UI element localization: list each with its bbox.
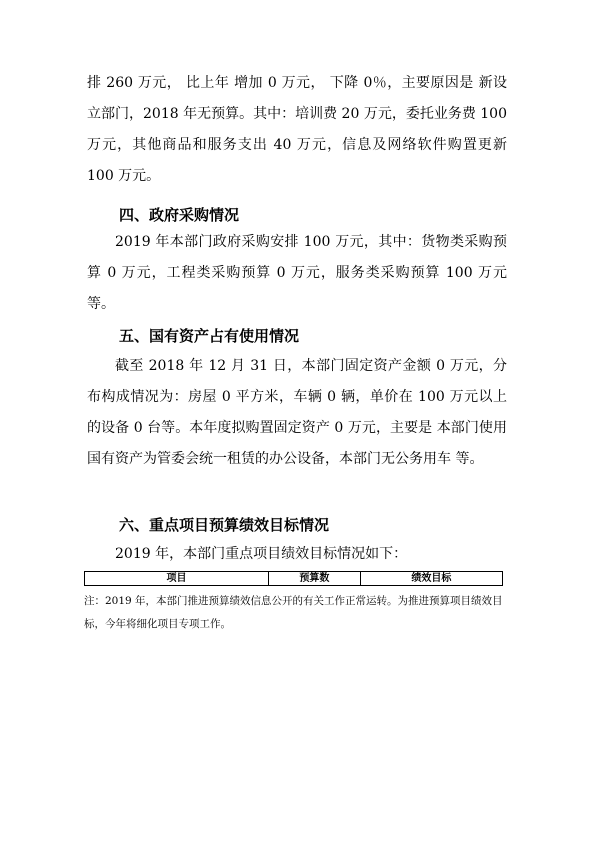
- heading-performance-goals: 六、重点项目预算绩效目标情况: [119, 516, 330, 534]
- heading-state-assets: 五、国有资产占有使用情况: [119, 327, 300, 345]
- paragraph-budget-summary: 排 260 万元， 比上年 增加 0 万元， 下降 0％，主要原因是 新设立部门，2018 年无预算。其中：培训费 20 万元，委托业务费 100 万元，其他商品和服务支出 40 万元，信息及网络软件购置更新 100 万元。: [87, 75, 507, 184]
- column-header-budget: 预算数: [268, 572, 360, 586]
- paragraph-assets: 截至 2018 年 12 月 31 日，本部门固定资产金额 0 万元，分布构成情况为：房屋 0 平方米，车辆 0 辆，单价在 100 万元以上的设备 0 台等。本年度拟购置固定资产 0 万元，主要是 本部门使用国有资产为管委会统一租赁的办公设备，本部门无公务用车 等。: [87, 358, 507, 467]
- heading-government-procurement: 四、政府采购情况: [119, 206, 240, 224]
- column-header-project: 项目: [85, 572, 269, 586]
- performance-goals-table: [84, 571, 503, 586]
- paragraph-performance-intro: 2019 年，本部门重点项目绩效目标情况如下：: [115, 546, 408, 562]
- footnote: 注：2019 年，本部门推进预算绩效信息公开的有关工作正常运转。为推进预算项目绩效目标，今年将细化项目专项工作。: [84, 595, 503, 630]
- table-header-row: [85, 572, 503, 586]
- column-header-goal: 绩效目标: [360, 572, 502, 586]
- paragraph-procurement: 2019 年本部门政府采购安排 100 万元，其中：货物类采购预算 0 万元，工程类采购预算 0 万元，服务类采购预算 100 万元等。: [87, 234, 507, 312]
